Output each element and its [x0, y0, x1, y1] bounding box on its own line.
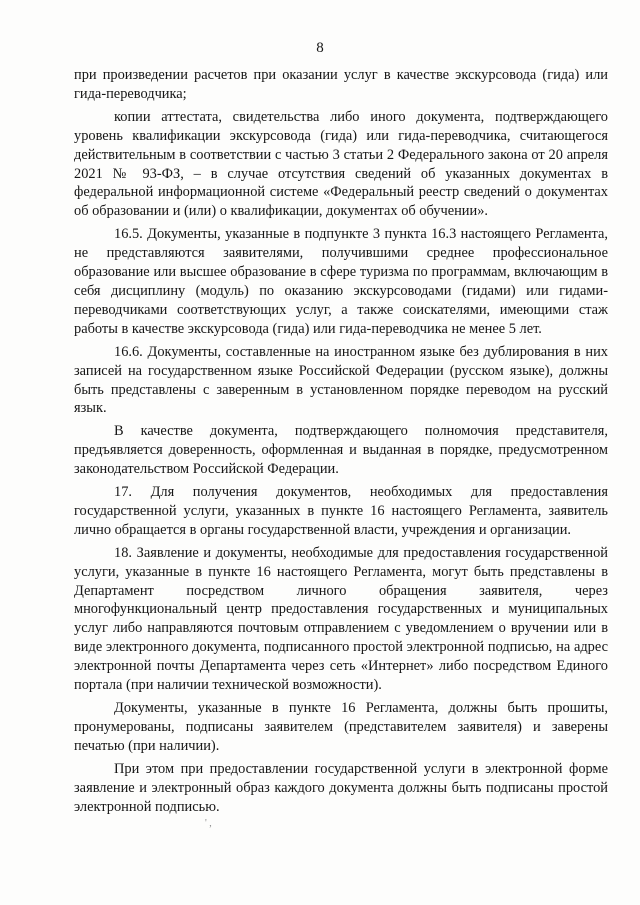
- paragraph-documents-bound: Документы, указанные в пункте 16 Регламента, должны быть прошиты, пронумерованы, подписаны заявителем (представителем заявителя) и заверены печатью (при наличии).: [74, 700, 608, 754]
- paragraph-17: 17. Для получения документов, необходимых для предоставления государственной услуги, указанных в пункте 16 настоящего Регламента, заявитель лично обращается в органы государственной власти, учреждения и организации.: [74, 484, 608, 538]
- paragraph-power-of-attorney: В качестве документа, подтверждающего полномочия представителя, предъявляется доверенность, оформленная и выданная в порядке, предусмотренном законодательством Российской Федерации.: [74, 423, 608, 478]
- page-number: 8: [316, 40, 324, 56]
- paragraph-16-5: 16.5. Документы, указанные в подпункте 3 пункта 16.3 настоящего Регламента, не представляются заявителями, получившими среднее профессиональное образование или высшее образование в сфере туризма по программам, включающим в себя дисциплину (модуль) по оказанию экскурсоводами (гидами) или гидами-переводчиками соответствующих услуг, а также соискателями, имеющими стаж работы в качестве экскурсовода (гида) или гида-переводчика не менее 5 лет.: [74, 226, 608, 337]
- paragraph-continuation: при произведении расчетов при оказании услуг в качестве экскурсовода (гида) или гида-переводчика;: [74, 67, 608, 102]
- paragraph-18: 18. Заявление и документы, необходимые для предоставления государственной услуги, указанные в пункте 16 настоящего Регламента, могут быть представлены в Департамент посредством личного обращения заявителя, через многофункциональный центр предоставления государственных и муниципальных услуг либо направляются почтовым отправлением с уведомлением о вручении или в виде электронного документа, подписанного простой электронной подписью, на адрес электронной почты Департамента через сеть «Интернет» либо посредством Единого портала (при наличии технической возможности).: [74, 544, 608, 694]
- paragraph-attestat-copies: копии аттестата, свидетельства либо иного документа, подтверждающего уровень квалификации экскурсовода (гида) или гида-переводчика, считающегося действительным в соответствии с частью 3 статьи 2 Федерального закона от 20 апреля 2021 № 93-ФЗ, – в случае отсутствия сведений об указанных документах в федеральной информационной системе «Федеральный реестр сведений о документах об образовании и (или) о квалификации, документах об обучении».: [74, 108, 608, 220]
- document-body: [74, 66, 608, 820]
- footer-mark: ' ,: [205, 818, 212, 829]
- paragraph-electronic-signature: При этом при предоставлении государственной услуги в электронной форме заявление и электронный образ каждого документа должны быть подписаны простой электронной подписью.: [74, 760, 608, 815]
- paragraph-16-6: 16.6. Документы, составленные на иностранном языке без дублирования в них записей на государственном языке Российской Федерации (русском языке), должны быть представлены с заверенным в установленном порядке переводом на русский язык.: [74, 343, 608, 417]
